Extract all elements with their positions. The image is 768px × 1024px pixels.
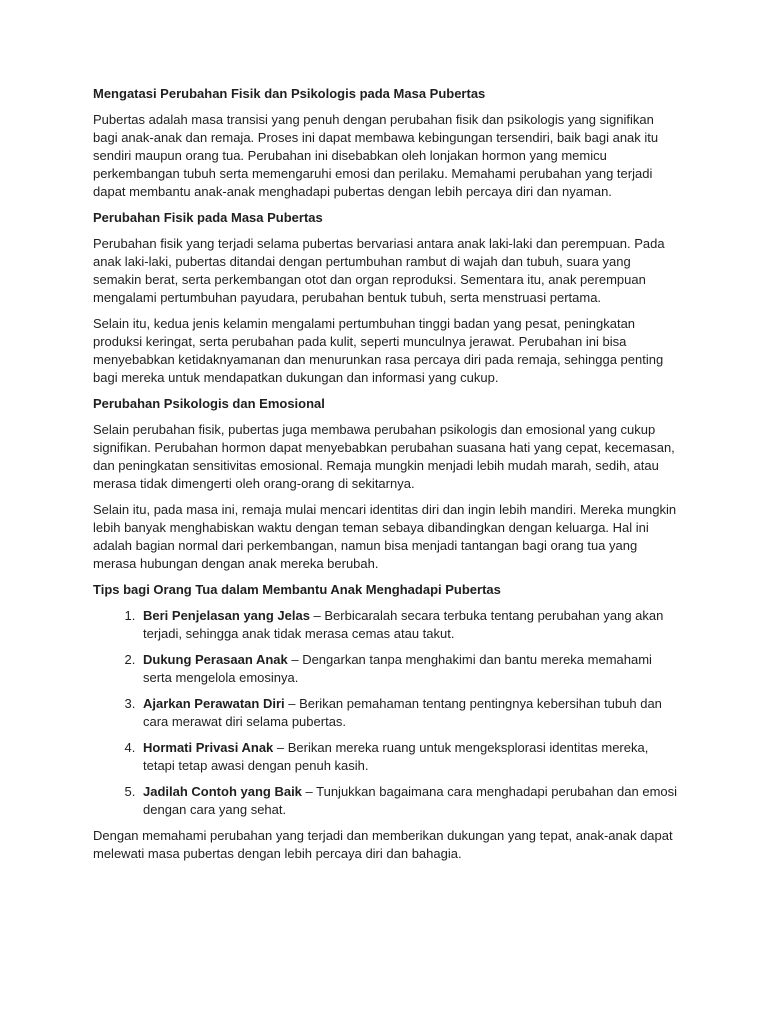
tip-text: – Berikan mereka ruang untuk mengeksplorasi identitas mereka, tetapi tetap awasi dengan penuh kasih. bbox=[143, 740, 649, 773]
document-title: Mengatasi Perubahan Fisik dan Psikologis pada Masa Pubertas bbox=[93, 86, 486, 101]
psychological-paragraph-2: Selain itu, pada masa ini, remaja mulai mencari identitas diri dan ingin lebih mandiri. Mereka mungkin lebih banyak menghabiskan waktu dengan teman sebaya dibandingkan dengan keluarga. Hal ini adalah bagian normal dari perkembangan, namun bisa menjadi tantangan bagi orang tua yang merasa hubungan dengan anak mereka berubah. bbox=[93, 502, 677, 571]
tip-item bbox=[139, 607, 678, 643]
tip-text: – Berikan pemahaman tentang pentingnya kebersihan tubuh dan cara merawat diri selama pubertas. bbox=[143, 696, 662, 729]
parent-tips-list bbox=[93, 607, 678, 819]
psychological-changes-heading: Perubahan Psikologis dan Emosional bbox=[93, 396, 325, 411]
tip-text: – Dengarkan tanpa menghakimi dan bantu mereka memahami serta mengelola emosinya. bbox=[143, 652, 652, 685]
tip-title: Ajarkan Perawatan Diri bbox=[143, 696, 285, 711]
document-page bbox=[93, 85, 678, 871]
physical-changes-heading: Perubahan Fisik pada Masa Pubertas bbox=[93, 210, 323, 225]
tip-text: – Berbicaralah secara terbuka tentang perubahan yang akan terjadi, sehingga anak tidak merasa cemas atau takut. bbox=[143, 608, 664, 641]
tip-item bbox=[139, 739, 678, 775]
tip-item bbox=[139, 783, 678, 819]
intro-paragraph: Pubertas adalah masa transisi yang penuh dengan perubahan fisik dan psikologis yang signifikan bagi anak-anak dan remaja. Proses ini dapat membawa kebingungan tersendiri, baik bagi anak itu sendiri maupun orang tua. Perubahan ini disebabkan oleh lonjakan hormon yang memicu perkembangan tubuh serta memengaruhi emosi dan perilaku. Memahami perubahan yang terjadi dapat membantu anak-anak menghadapi pubertas dengan lebih percaya diri dan nyaman. bbox=[93, 112, 659, 199]
tip-title: Beri Penjelasan yang Jelas bbox=[143, 608, 310, 623]
tip-item bbox=[139, 695, 678, 731]
physical-paragraph-1: Perubahan fisik yang terjadi selama pubertas bervariasi antara anak laki-laki dan perempuan. Pada anak laki-laki, pubertas ditandai dengan pertumbuhan rambut di wajah dan tubuh, suara yang semakin berat, serta perkembangan otot dan organ reproduksi. Sementara itu, anak perempuan mengalami pertumbuhan payudara, perubahan bentuk tubuh, serta menstruasi pertama. bbox=[93, 236, 665, 305]
tip-text: – Tunjukkan bagaimana cara menghadapi perubahan dan emosi dengan cara yang sehat. bbox=[143, 784, 678, 817]
parent-tips-heading: Tips bagi Orang Tua dalam Membantu Anak Menghadapi Pubertas bbox=[93, 582, 501, 597]
tip-item bbox=[139, 651, 678, 687]
psychological-paragraph-1: Selain perubahan fisik, pubertas juga membawa perubahan psikologis dan emosional yang cukup signifikan. Perubahan hormon dapat menyebabkan perubahan suasana hati yang cepat, kecemasan, dan peningkatan sensitivitas emosional. Remaja mungkin menjadi lebih mudah marah, sedih, atau merasa tidak dimengerti oleh orang-orang di sekitarnya. bbox=[93, 422, 675, 491]
conclusion-paragraph: Dengan memahami perubahan yang terjadi dan memberikan dukungan yang tepat, anak-anak dapat melewati masa pubertas dengan lebih percaya diri dan bahagia. bbox=[93, 828, 673, 861]
tip-title: Jadilah Contoh yang Baik bbox=[143, 784, 302, 799]
physical-paragraph-2: Selain itu, kedua jenis kelamin mengalami pertumbuhan tinggi badan yang pesat, peningkatan produksi keringat, serta perubahan pada kulit, seperti munculnya jerawat. Perubahan ini bisa menyebabkan ketidaknyamanan dan menurunkan rasa percaya diri pada remaja, sehingga penting bagi mereka untuk mendapatkan dukungan dan informasi yang cukup. bbox=[93, 316, 664, 385]
tip-title: Hormati Privasi Anak bbox=[143, 740, 274, 755]
tip-title: Dukung Perasaan Anak bbox=[143, 652, 288, 667]
